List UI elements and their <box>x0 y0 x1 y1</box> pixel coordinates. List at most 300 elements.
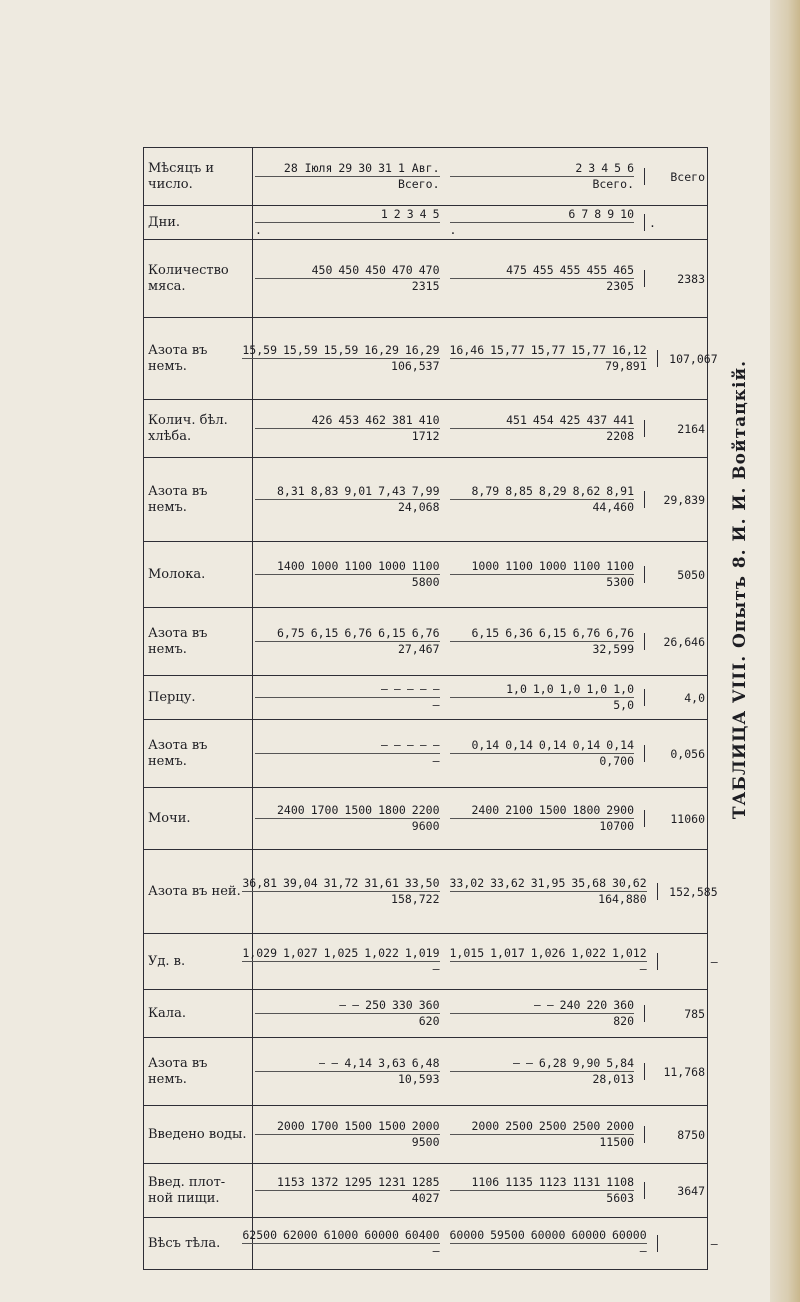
cell-value: 1108 <box>606 1175 634 1189</box>
table-cell <box>253 608 708 676</box>
grand-total: 11,768 <box>644 1063 705 1080</box>
cell-value: 8,79 <box>471 484 500 498</box>
period-total: 106,537 <box>242 358 439 374</box>
cell-value: 1135 <box>505 1175 533 1189</box>
cell-value: — <box>533 998 541 1012</box>
cell-value: — <box>331 1056 339 1070</box>
cell-value: 1,0 <box>506 682 527 696</box>
table-cell <box>253 1164 708 1218</box>
table-row <box>144 788 708 850</box>
period-total: 27,467 <box>255 641 440 657</box>
cell-value: — <box>525 1056 533 1070</box>
table-row <box>144 608 708 676</box>
period1-block <box>255 998 440 1029</box>
table-row <box>144 318 708 400</box>
cell-value: 59500 <box>490 1228 525 1242</box>
table-row <box>144 1038 708 1106</box>
cell-value: 330 <box>391 998 413 1012</box>
cell-value: 437 <box>586 413 608 427</box>
cell-value: 426 <box>311 413 333 427</box>
period2-block <box>450 1228 647 1259</box>
cell-value: 61000 <box>323 1228 359 1242</box>
cell-value: 60000 <box>364 1228 399 1242</box>
cell-value: 6,15 <box>378 626 406 640</box>
cell-value: 475 <box>506 263 527 277</box>
cell-value: 1700 <box>310 803 339 817</box>
cell-value: 360 <box>418 998 440 1012</box>
cell-value: 455 <box>586 263 608 277</box>
column-header: Азота въ немъ. <box>144 720 253 788</box>
cell-value: 5 <box>614 161 622 175</box>
period2-block <box>450 738 635 769</box>
period1-block <box>255 803 440 834</box>
period-total: 24,068 <box>255 499 440 515</box>
period1-block <box>255 626 440 657</box>
cell-value: 441 <box>613 413 634 427</box>
column-header: Перцу. <box>144 676 253 720</box>
period2-block <box>450 682 635 713</box>
cell-value: 6,76 <box>572 626 601 640</box>
period2-block <box>450 343 647 374</box>
cell-value: 2 <box>393 207 401 221</box>
column-header: Азота въ немъ. <box>144 608 253 676</box>
period2-block <box>450 998 635 1029</box>
table-cell <box>253 720 708 788</box>
cell-value: 2400 <box>276 803 305 817</box>
period-total: 44,460 <box>450 499 635 515</box>
period-total: 2305 <box>450 278 635 294</box>
period2-block <box>450 626 635 657</box>
cell-value: 7,43 <box>378 484 406 498</box>
cell-value: 453 <box>338 413 360 427</box>
cell-value: 240 <box>559 998 581 1012</box>
period-total: 4027 <box>255 1190 440 1206</box>
cell-value: 36,81 <box>242 876 277 890</box>
cell-value: 0,14 <box>606 738 634 752</box>
cell-value: 30,62 <box>612 876 647 890</box>
period-total: 0,700 <box>450 753 635 769</box>
cell-value: 8 <box>594 207 602 221</box>
cell-value: 9,01 <box>344 484 373 498</box>
period-total: — <box>450 961 647 977</box>
cell-value: 2400 <box>471 803 500 817</box>
cell-value: 5 <box>432 207 440 221</box>
cell-value: 6,15 <box>310 626 339 640</box>
grand-total: 3647 <box>644 1182 705 1199</box>
cell-value: 16,29 <box>404 343 440 357</box>
cell-value: 1,0 <box>559 682 581 696</box>
table-row <box>144 1164 708 1218</box>
period2-block <box>450 161 635 192</box>
cell-value: 455 <box>532 263 554 277</box>
cell-value: 360 <box>613 998 634 1012</box>
table-cell <box>242 850 718 934</box>
cell-value: 1153 <box>276 1175 305 1189</box>
cell-value: 0,14 <box>471 738 500 752</box>
cell-value: 30 <box>358 161 373 175</box>
cell-value: 2200 <box>411 803 440 817</box>
table-cell <box>242 1218 718 1270</box>
table-cell <box>253 1106 708 1164</box>
cell-value: 1285 <box>411 1175 440 1189</box>
cell-value: 60000 <box>449 1228 485 1242</box>
cell-value: 60000 <box>612 1228 647 1242</box>
column-header: Мочи. <box>144 788 253 850</box>
cell-value: 1800 <box>378 803 406 817</box>
cell-value: 33,62 <box>490 876 525 890</box>
table-cell <box>253 676 708 720</box>
cell-value: — <box>432 682 440 696</box>
cell-value: 6,75 <box>276 626 305 640</box>
cell-value: 1,019 <box>404 946 440 960</box>
grand-total: 5050 <box>644 566 705 583</box>
cell-value: 15,59 <box>242 343 277 357</box>
table-row <box>144 240 708 318</box>
table-cell <box>242 318 718 400</box>
cell-value: 29 <box>338 161 353 175</box>
cell-value: 250 <box>365 998 386 1012</box>
cell-value: 35,68 <box>571 876 606 890</box>
cell-value: 10 <box>620 207 634 221</box>
cell-value: 31,61 <box>364 876 399 890</box>
period-total: 2208 <box>450 428 635 444</box>
cell-value: 1231 <box>378 1175 406 1189</box>
cell-value: 1100 <box>344 559 373 573</box>
cell-value: 1500 <box>378 1119 406 1133</box>
period1-block <box>255 263 440 294</box>
table-cell <box>253 240 708 318</box>
period-total: 158,722 <box>242 891 439 907</box>
column-header: Азота въ немъ. <box>144 318 253 400</box>
cell-value: 1000 <box>538 559 567 573</box>
table-row <box>144 400 708 458</box>
period-total: 9600 <box>255 818 440 834</box>
cell-value: 31,95 <box>530 876 566 890</box>
cell-value: 1800 <box>572 803 601 817</box>
cell-value: 465 <box>613 263 634 277</box>
cell-value: 425 <box>559 413 581 427</box>
cell-value: 451 <box>506 413 527 427</box>
cell-value: 33,02 <box>449 876 485 890</box>
cell-value: 1,0 <box>586 682 608 696</box>
cell-value: 1000 <box>310 559 339 573</box>
cell-value: 2500 <box>572 1119 601 1133</box>
cell-value: 6 <box>627 161 634 175</box>
cell-value: 16,12 <box>612 343 647 357</box>
cell-value: 62500 <box>242 1228 277 1242</box>
column-header: Колич. бѣл. хлѣба. <box>144 400 253 458</box>
cell-value: 6,15 <box>538 626 567 640</box>
cell-value: — <box>419 738 427 752</box>
column-header: Количество мяса. <box>144 240 253 318</box>
period2-block <box>450 263 635 294</box>
cell-value: 2000 <box>411 1119 440 1133</box>
table-cell <box>253 206 708 240</box>
cell-value: 1106 <box>471 1175 500 1189</box>
cell-value: 3 <box>588 161 596 175</box>
period-total: 820 <box>450 1013 635 1029</box>
cell-value: 2000 <box>471 1119 500 1133</box>
cell-value: 6,28 <box>538 1056 567 1070</box>
cell-value: 9 <box>607 207 615 221</box>
period1-block <box>255 161 440 192</box>
cell-value: 15,59 <box>323 343 359 357</box>
cell-value: 462 <box>365 413 386 427</box>
cell-value: 7 <box>581 207 589 221</box>
period1-block <box>255 559 440 590</box>
period2-block <box>450 1056 635 1087</box>
cell-value: 8,62 <box>572 484 601 498</box>
cell-value: 15,77 <box>490 343 525 357</box>
period2-block <box>450 946 647 977</box>
period-total: — <box>255 697 440 713</box>
period-total: . <box>255 222 440 238</box>
column-header: Кала. <box>144 990 253 1038</box>
period-total: 5,0 <box>450 697 635 713</box>
cell-value: 450 <box>311 263 333 277</box>
table-row <box>144 990 708 1038</box>
cell-value: 6,76 <box>344 626 373 640</box>
column-header: Уд. в. <box>144 934 253 990</box>
period-total: — <box>242 1243 439 1259</box>
cell-value: 33,50 <box>404 876 440 890</box>
period-total: 164,880 <box>450 891 647 907</box>
column-header: Дни. <box>144 206 253 240</box>
cell-value: 60000 <box>530 1228 566 1242</box>
period1-block <box>255 1119 440 1150</box>
cell-value: 1000 <box>471 559 500 573</box>
cell-value: 28 Іюля <box>283 161 333 175</box>
grand-total: — <box>657 1235 718 1252</box>
period1-block <box>242 1228 439 1259</box>
cell-value: 31,72 <box>323 876 359 890</box>
cell-value: 0,14 <box>538 738 567 752</box>
table-cell <box>253 990 708 1038</box>
cell-value: 1,025 <box>323 946 359 960</box>
cell-value: 62000 <box>283 1228 318 1242</box>
cell-value: 1,012 <box>612 946 647 960</box>
grand-total: 29,839 <box>644 491 705 508</box>
cell-value: 8,85 <box>505 484 533 498</box>
table-row <box>144 206 708 240</box>
table-row <box>144 1106 708 1164</box>
column-header: Азота въ ней. <box>144 850 253 934</box>
cell-value: 2500 <box>538 1119 567 1133</box>
table-row <box>144 676 708 720</box>
cell-value: 1,015 <box>449 946 485 960</box>
cell-value: 410 <box>418 413 440 427</box>
cell-value: — <box>546 998 554 1012</box>
cell-value: 39,04 <box>283 876 318 890</box>
cell-value: 60000 <box>571 1228 606 1242</box>
cell-value: 4 <box>601 161 609 175</box>
grand-total: 2383 <box>644 270 705 287</box>
cell-value: 5,84 <box>606 1056 634 1070</box>
cell-value: 15,77 <box>530 343 566 357</box>
period-total: 2315 <box>255 278 440 294</box>
table-cell <box>253 542 708 608</box>
period-total: Всего. <box>255 176 440 192</box>
cell-value: 2 <box>575 161 583 175</box>
column-header: Азота въ немъ. <box>144 1038 253 1106</box>
period2-block <box>450 559 635 590</box>
cell-value: 1500 <box>538 803 567 817</box>
cell-value: 1295 <box>344 1175 373 1189</box>
period1-block <box>242 343 439 374</box>
period2-block <box>450 413 635 444</box>
cell-value: 16,29 <box>364 343 399 357</box>
grand-total: 4,0 <box>644 689 705 706</box>
period2-block <box>450 876 647 907</box>
table-cell <box>253 148 708 206</box>
cell-value: 1100 <box>606 559 634 573</box>
page-gutter <box>770 0 800 1302</box>
cell-value: 1,017 <box>490 946 525 960</box>
table-cell <box>242 934 718 990</box>
cell-value: 6,36 <box>505 626 533 640</box>
cell-value: 1372 <box>310 1175 339 1189</box>
grand-total: — <box>657 953 718 970</box>
period-total: 9500 <box>255 1134 440 1150</box>
grand-total: 785 <box>644 1005 705 1022</box>
grand-total: 11060 <box>644 810 705 827</box>
cell-value: 381 <box>391 413 413 427</box>
period2-block <box>450 484 635 515</box>
cell-value: 8,29 <box>538 484 567 498</box>
period-total: 32,599 <box>450 641 635 657</box>
cell-value: 16,46 <box>449 343 485 357</box>
cell-value: 1,029 <box>242 946 277 960</box>
table-row <box>144 148 708 206</box>
period-total: — <box>450 1243 647 1259</box>
cell-value: 1500 <box>344 1119 373 1133</box>
grand-total: 8750 <box>644 1126 705 1143</box>
grand-total: Всего <box>644 168 705 185</box>
cell-value: 2500 <box>505 1119 533 1133</box>
cell-value: 1,0 <box>613 682 634 696</box>
cell-value: 9,90 <box>572 1056 601 1070</box>
period-total: 5603 <box>450 1190 635 1206</box>
cell-value: 1500 <box>344 803 373 817</box>
column-header: Введ. плот-ной пищи. <box>144 1164 253 1218</box>
column-header: Азота въ немъ. <box>144 458 253 542</box>
cell-value: 1400 <box>276 559 305 573</box>
cell-value: 455 <box>559 263 581 277</box>
cell-value: 7,99 <box>411 484 440 498</box>
cell-value: 1123 <box>538 1175 567 1189</box>
period2-block <box>450 803 635 834</box>
cell-value: 1100 <box>411 559 440 573</box>
table-row <box>144 720 708 788</box>
period-total: — <box>255 753 440 769</box>
period-total: — <box>242 961 439 977</box>
cell-value: 6,15 <box>471 626 500 640</box>
column-header: Введено воды. <box>144 1106 253 1164</box>
period1-block <box>255 1056 440 1087</box>
period1-block <box>255 682 440 713</box>
cell-value: 8,31 <box>276 484 305 498</box>
period1-block <box>255 1175 440 1206</box>
cell-value: 15,77 <box>571 343 606 357</box>
cell-value: — <box>318 1056 326 1070</box>
cell-value: 1131 <box>572 1175 601 1189</box>
table-row <box>144 1218 708 1270</box>
cell-value: — <box>339 998 347 1012</box>
cell-value: 6,48 <box>411 1056 440 1070</box>
table-row <box>144 850 708 934</box>
cell-value: 1 <box>380 207 388 221</box>
cell-value: — <box>513 1056 520 1070</box>
period2-block <box>450 207 635 238</box>
grand-total: 107,067 <box>657 350 718 367</box>
table-row <box>144 458 708 542</box>
period2-block <box>450 1119 635 1150</box>
period-total: 5300 <box>450 574 635 590</box>
period-total: 620 <box>255 1013 440 1029</box>
period1-block <box>255 738 440 769</box>
cell-value: 1,026 <box>530 946 566 960</box>
cell-value: 470 <box>391 263 413 277</box>
cell-value: 1,0 <box>532 682 554 696</box>
cell-value: 450 <box>365 263 386 277</box>
period1-block <box>255 413 440 444</box>
cell-value: 8,83 <box>310 484 339 498</box>
cell-value: — <box>432 738 440 752</box>
cell-value: 0,14 <box>572 738 601 752</box>
cell-value: — <box>406 682 414 696</box>
page-title <box>720 110 760 1070</box>
period-total: 10,593 <box>255 1071 440 1087</box>
cell-value: 6 <box>568 207 576 221</box>
table-cell <box>253 400 708 458</box>
cell-value: 6,76 <box>411 626 440 640</box>
cell-value: — <box>380 738 388 752</box>
cell-value: 1100 <box>572 559 601 573</box>
period-total: . <box>450 222 635 238</box>
cell-value: 1,027 <box>283 946 318 960</box>
grand-total: 26,646 <box>644 633 705 650</box>
grand-total: 2164 <box>644 420 705 437</box>
cell-value: 3,63 <box>378 1056 406 1070</box>
cell-value: 1000 <box>378 559 406 573</box>
grand-total: 152,585 <box>657 883 718 900</box>
column-header: Вѣсъ тѣла. <box>144 1218 253 1270</box>
cell-value: 2000 <box>606 1119 634 1133</box>
table-row <box>144 934 708 990</box>
grand-total: . <box>644 214 705 231</box>
cell-value: 2900 <box>606 803 634 817</box>
cell-value: — <box>352 998 360 1012</box>
period1-block <box>242 876 439 907</box>
cell-value: 1700 <box>310 1119 339 1133</box>
cell-value: 8,91 <box>606 484 634 498</box>
cell-value: 4,14 <box>344 1056 373 1070</box>
cell-value: — <box>406 738 414 752</box>
cell-value: 220 <box>586 998 608 1012</box>
period-total: 5800 <box>255 574 440 590</box>
period1-block <box>255 207 440 238</box>
cell-value: 1100 <box>505 559 533 573</box>
period-total: 79,891 <box>450 358 647 374</box>
cell-value: 450 <box>338 263 360 277</box>
cell-value: 3 <box>406 207 414 221</box>
cell-value: 1 Авг. <box>397 161 440 175</box>
cell-value: — <box>380 682 388 696</box>
grand-total: 0,056 <box>644 745 705 762</box>
cell-value: — <box>393 738 401 752</box>
period-total: 10700 <box>450 818 635 834</box>
period-total: 1712 <box>255 428 440 444</box>
